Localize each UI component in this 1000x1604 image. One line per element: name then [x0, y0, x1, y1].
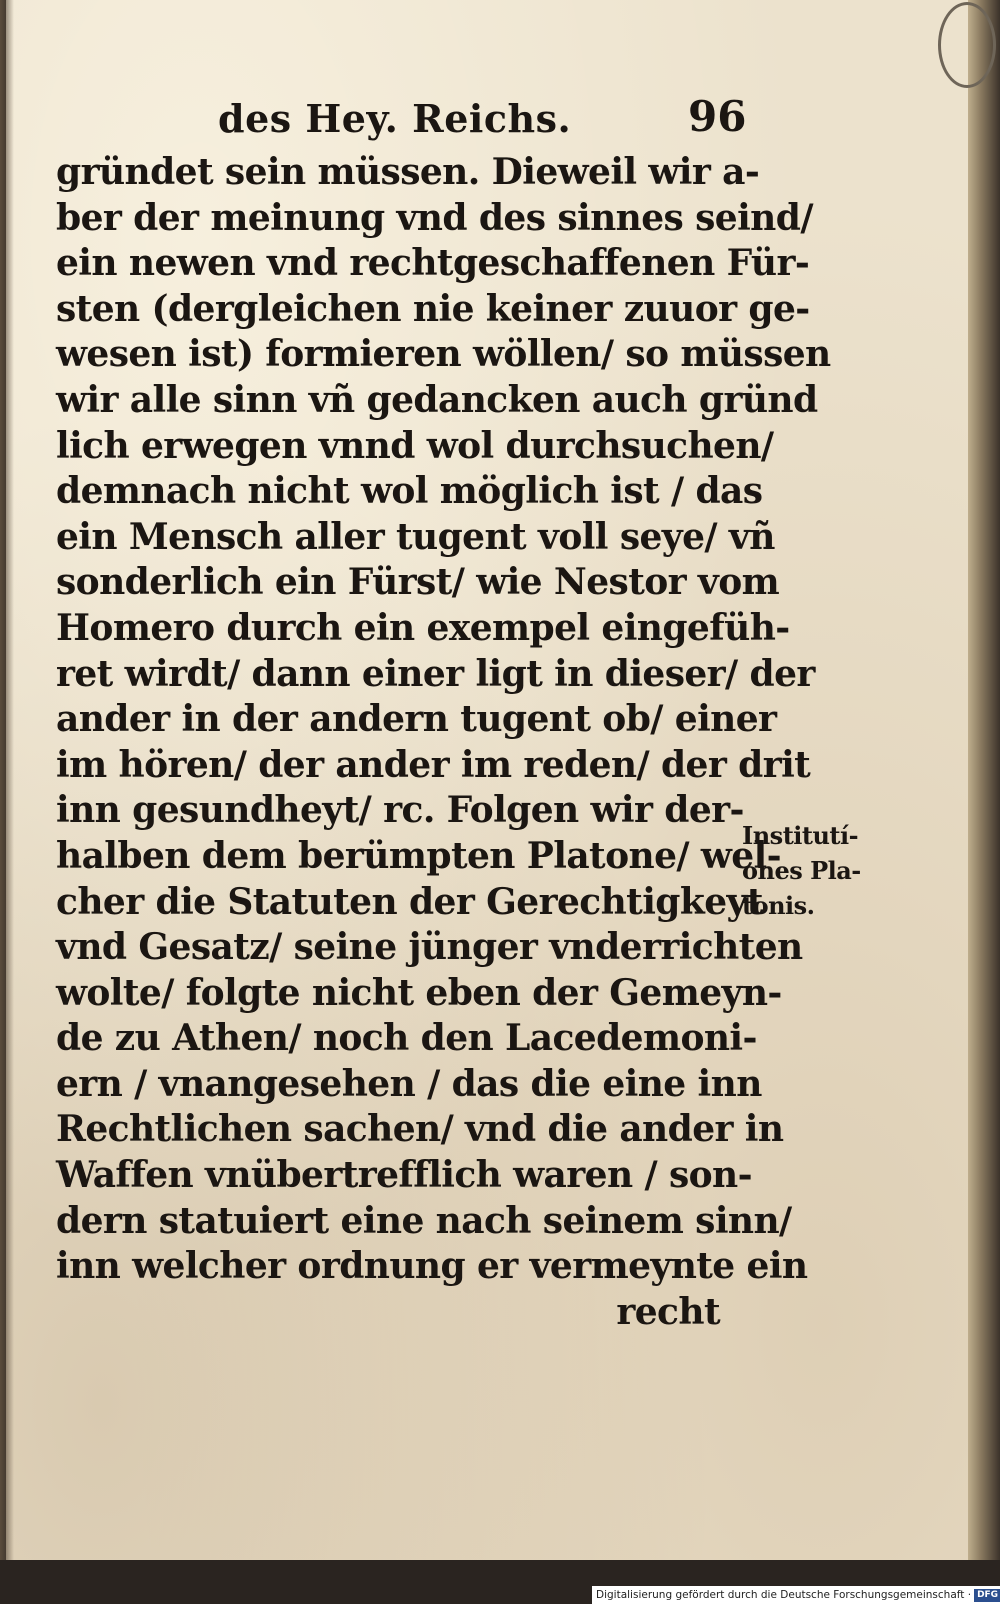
text-line: sonderlich ein Fürst/ wie Nestor vom [56, 561, 780, 604]
text-line: demnach nicht wol möglich ist / das [56, 470, 763, 513]
text-line: inn welcher ordnung er vermeynte ein [56, 1245, 808, 1288]
digitization-credit [592, 1586, 1000, 1604]
text-line: lich erwegen vnnd wol durchsuchen/ [56, 424, 774, 467]
catchword: recht [616, 1290, 720, 1333]
text-line: ander in der andern tugent ob/ einer [56, 698, 777, 741]
page-number: 96 [688, 92, 747, 141]
text-line: wesen ist) formieren wöllen/ so müssen [56, 333, 831, 376]
text-line: inn gesundheyt/ rc. Folgen wir der- [56, 789, 744, 832]
text-line: sten (dergleichen nie keiner zuuor ge- [56, 287, 810, 330]
text-line: wir alle sinn vñ gedancken auch gründ [56, 378, 818, 421]
marginal-note-line: Institutí- [742, 821, 859, 850]
bottom-band [0, 1560, 1000, 1586]
text-line: cher die Statuten der Gerechtigkeyt [56, 880, 763, 923]
text-line: ein newen vnd rechtgeschaffenen Für- [56, 242, 810, 285]
credit-text: Digitalisierung gefördert durch die Deutsche Forschungsgemeinschaft · [596, 1589, 972, 1601]
text-line: Rechtlichen sachen/ vnd die ander in [56, 1108, 784, 1151]
text-line: ret wirdt/ dann einer ligt in dieser/ der [56, 652, 815, 695]
text-line: de zu Athen/ noch den Lacedemoni- [56, 1017, 757, 1060]
marginal-note [742, 818, 892, 923]
binding-shadow [0, 0, 14, 1560]
text-line: ber der meinung vnd des sinnes seind/ [56, 196, 813, 239]
marginal-note-line: ones Pla- [742, 856, 861, 885]
page-edge [968, 0, 1000, 1560]
text-line: ein Mensch aller tugent voll seye/ vñ [56, 515, 775, 558]
text-line: dern statuiert eine nach seinem sinn/ [56, 1199, 792, 1242]
text-line: gründet sein müssen. Dieweil wir a- [56, 151, 760, 193]
running-title: des Hey. Reichs. [218, 96, 572, 141]
ring-mark [938, 2, 996, 88]
text-line: Waffen vnübertrefflich waren / son- [56, 1154, 752, 1197]
dfg-logo: DFG [974, 1589, 1000, 1602]
text-line: Homero durch ein exempel eingefüh- [56, 606, 790, 649]
text-line: im hören/ der ander im reden/ der drit [56, 743, 811, 786]
text-line: wolte/ folgte nicht eben der Gemeyn- [56, 971, 782, 1014]
text-line: vnd Gesatz/ seine jünger vnderrichten [56, 926, 803, 969]
page-header [0, 92, 1000, 146]
marginal-note-line: tonis. [742, 891, 815, 920]
text-line: ern / vnangesehen / das die eine inn [56, 1062, 762, 1105]
text-line: halben dem berümpten Platone/ wel- [56, 834, 781, 877]
